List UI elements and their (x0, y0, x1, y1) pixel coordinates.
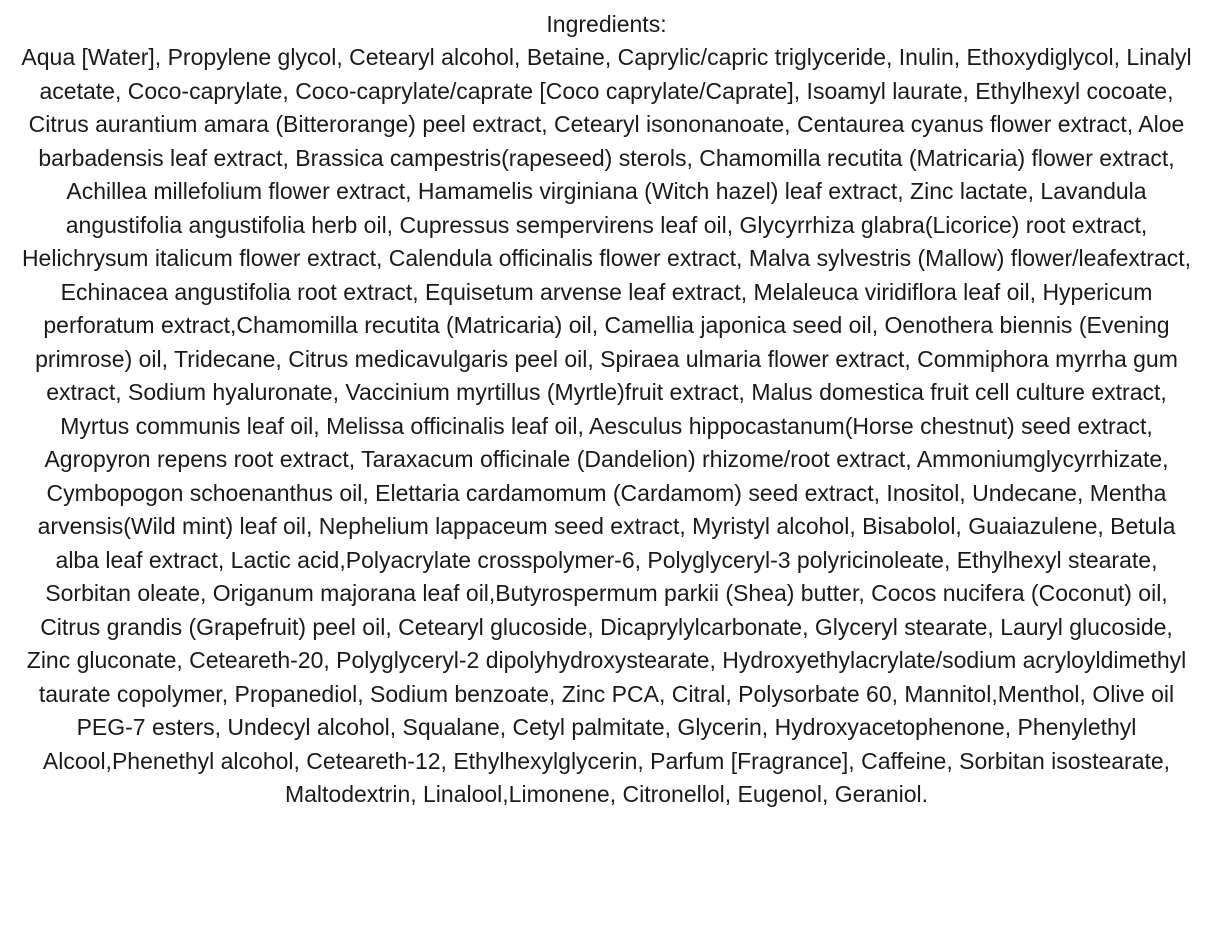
ingredients-list-text: Aqua [Water], Propylene glycol, Cetearyl alcohol, Betaine, Caprylic/capric triglyceride, Inulin, Ethoxydiglycol, Linalyl acetate, Coco-caprylate, Coco-caprylate/caprate [Coco caprylate/Caprate], Isoamyl laurate, Ethylhexyl cocoate, Citrus aurantium amara (Bitterorange) peel extract, Cetearyl isononanoate, Centaurea cyanus flower extract, Aloe barbadensis leaf extract, Brassica campestris(rapeseed) sterols, Chamomilla recutita (Matricaria) flower extract, Achillea millefolium flower extract, Hamamelis virginiana (Witch hazel) leaf extract, Zinc lactate, Lavandula angustifolia angustifolia herb oil, Cupressus sempervirens leaf oil, Glycyrrhiza glabra(Licorice) root extract, Helichrysum italicum flower extract, Calendula officinalis flower extract, Malva sylvestris (Mallow) flower/leafextract, Echinacea angustifolia root extract, Equisetum arvense leaf extract, Melaleuca viridiflora leaf oil, Hypericum perforatum extract,Chamomilla recutita (Matricaria) oil, Camellia japonica seed oil, Oenothera biennis (Evening primrose) oil, Tridecane, Citrus medicavulgaris peel oil, Spiraea ulmaria flower extract, Commiphora myrrha gum extract, Sodium hyaluronate, Vaccinium myrtillus (Myrtle)fruit extract, Malus domestica fruit cell culture extract, Myrtus communis leaf oil, Melissa officinalis leaf oil, Aesculus hippocastanum(Horse chestnut) seed extract, Agropyron repens root extract, Taraxacum officinale (Dandelion) rhizome/root extract, Ammoniumglycyrrhizate, Cymbopogon schoenanthus oil, Elettaria cardamomum (Cardamom) seed extract, Inositol, Undecane, Mentha arvensis(Wild mint) leaf oil, Nephelium lappaceum seed extract, Myristyl alcohol, Bisabolol, Guaiazulene, Betula alba leaf extract, Lactic acid,Polyacrylate crosspolymer-6, Polyglyceryl-3 polyricinoleate, Ethylhexyl stearate, Sorbitan oleate, Origanum majorana leaf oil,Butyrospermum parkii (Shea) butter, Cocos nucifera (Coconut) oil, Citrus grandis (Grapefruit) peel oil, Cetearyl glucoside, Dicaprylylcarbonate, Glyceryl stearate, Lauryl glucoside, Zinc gluconate, Ceteareth-20, Polyglyceryl-2 dipolyhydroxystearate, Hydroxyethylacrylate/sodium acryloyldimethyl taurate copolymer, Propanediol, Sodium benzoate, Zinc PCA, Citral, Polysorbate 60, Mannitol,Menthol, Olive oil PEG-7 esters, Undecyl alcohol, Squalane, Cetyl palmitate, Glycerin, Hydroxyacetophenone, Phenylethyl Alcool,Phenethyl alcohol, Ceteareth-12, Ethylhexylglycerin, Parfum [Fragrance], Caffeine, Sorbitan isostearate, Maltodextrin, Linalool,Limonene, Citronellol, Eugenol, Geraniol. (21, 44, 1192, 807)
ingredients-heading: Ingredients: (546, 11, 667, 37)
